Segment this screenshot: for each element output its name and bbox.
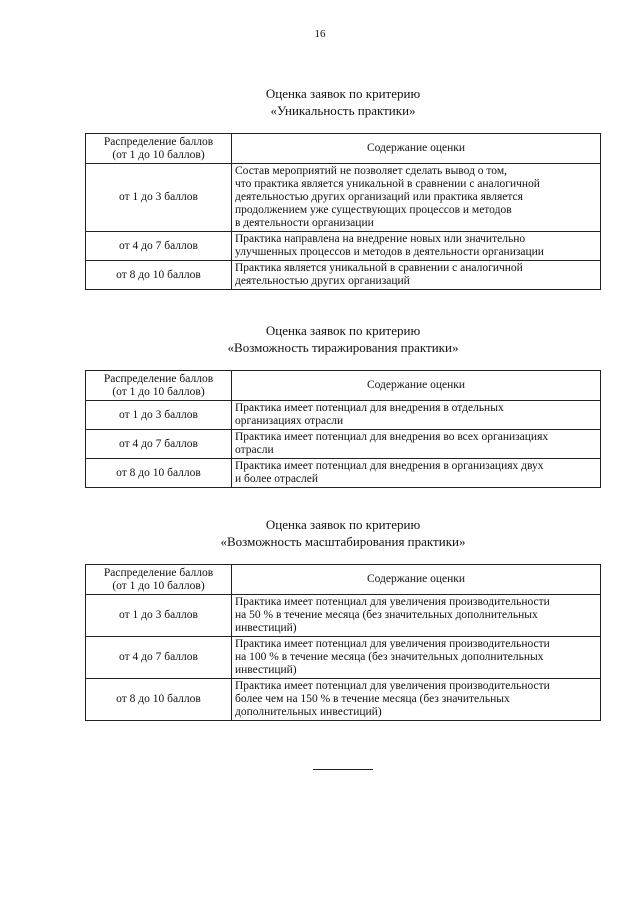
table-row xyxy=(86,261,601,290)
header-content: Содержание оценки xyxy=(232,565,601,595)
table-header-row xyxy=(86,134,601,164)
section-title xyxy=(85,322,601,356)
section-title-line1: Оценка заявок по критерию xyxy=(265,517,421,532)
section-title-line1: Оценка заявок по критерию xyxy=(265,323,421,338)
section-title xyxy=(85,516,601,550)
section-title-line2: «Возможность тиражирования практики» xyxy=(227,340,459,355)
table-row xyxy=(86,401,601,430)
description-cell: Практика имеет потенциал для внедрения в организациях двух и более отраслей xyxy=(232,459,601,488)
description-cell: Практика имеет потенциал для внедрения во всех организациях отрасли xyxy=(232,430,601,459)
table-row xyxy=(86,430,601,459)
score-range-cell: от 1 до 3 баллов xyxy=(86,164,232,232)
table-row xyxy=(86,679,601,721)
criterion-section-uniqueness xyxy=(85,85,601,290)
score-range-cell: от 1 до 3 баллов xyxy=(86,595,232,637)
description-cell: Практика имеет потенциал для увеличения производительности более чем на 150 % в течение месяца (без значительных дополнительных инвестиций) xyxy=(232,679,601,721)
table-row xyxy=(86,595,601,637)
header-content: Содержание оценки xyxy=(232,371,601,401)
section-title-line2: «Возможность масштабирования практики» xyxy=(220,534,466,549)
description-cell: Практика направлена на внедрение новых или значительно улучшенных процессов и методов в деятельности организации xyxy=(232,232,601,261)
table-row xyxy=(86,164,601,232)
score-range-cell: от 4 до 7 баллов xyxy=(86,232,232,261)
table-header-row xyxy=(86,565,601,595)
description-cell: Практика имеет потенциал для внедрения в отдельных организациях отрасли xyxy=(232,401,601,430)
section-title-line1: Оценка заявок по критерию xyxy=(265,86,421,101)
description-cell: Практика имеет потенциал для увеличения производительности на 100 % в течение месяца (без значительных дополнительных инвестиций) xyxy=(232,637,601,679)
section-title xyxy=(85,85,601,119)
criterion-section-scaling xyxy=(85,516,601,721)
score-range-cell: от 8 до 10 баллов xyxy=(86,261,232,290)
page-number: 16 xyxy=(314,28,326,40)
table-header-row xyxy=(86,371,601,401)
end-divider xyxy=(313,769,373,770)
section-title-line2: «Уникальность практики» xyxy=(270,103,416,118)
description-cell: Практика является уникальной в сравнении с аналогичной деятельностью других организаций xyxy=(232,261,601,290)
score-range-cell: от 4 до 7 баллов xyxy=(86,430,232,459)
header-score-range: Распределение баллов (от 1 до 10 баллов) xyxy=(86,134,232,164)
header-score-range: Распределение баллов (от 1 до 10 баллов) xyxy=(86,565,232,595)
header-content: Содержание оценки xyxy=(232,134,601,164)
score-range-cell: от 4 до 7 баллов xyxy=(86,637,232,679)
criteria-table xyxy=(85,370,601,488)
description-cell: Практика имеет потенциал для увеличения производительности на 50 % в течение месяца (без значительных дополнительных инвестиций) xyxy=(232,595,601,637)
score-range-cell: от 1 до 3 баллов xyxy=(86,401,232,430)
header-score-range: Распределение баллов (от 1 до 10 баллов) xyxy=(86,371,232,401)
table-row xyxy=(86,232,601,261)
criteria-table xyxy=(85,564,601,721)
score-range-cell: от 8 до 10 баллов xyxy=(86,459,232,488)
score-range-cell: от 8 до 10 баллов xyxy=(86,679,232,721)
table-row xyxy=(86,459,601,488)
criteria-table xyxy=(85,133,601,290)
table-row xyxy=(86,637,601,679)
criterion-section-replication xyxy=(85,322,601,488)
description-cell: Состав мероприятий не позволяет сделать вывод о том, что практика является уникальной в сравнении с аналогичной деятельностью других организаций или практика является продолжением уже существующих процессов и методов в деятельности организации xyxy=(232,164,601,232)
